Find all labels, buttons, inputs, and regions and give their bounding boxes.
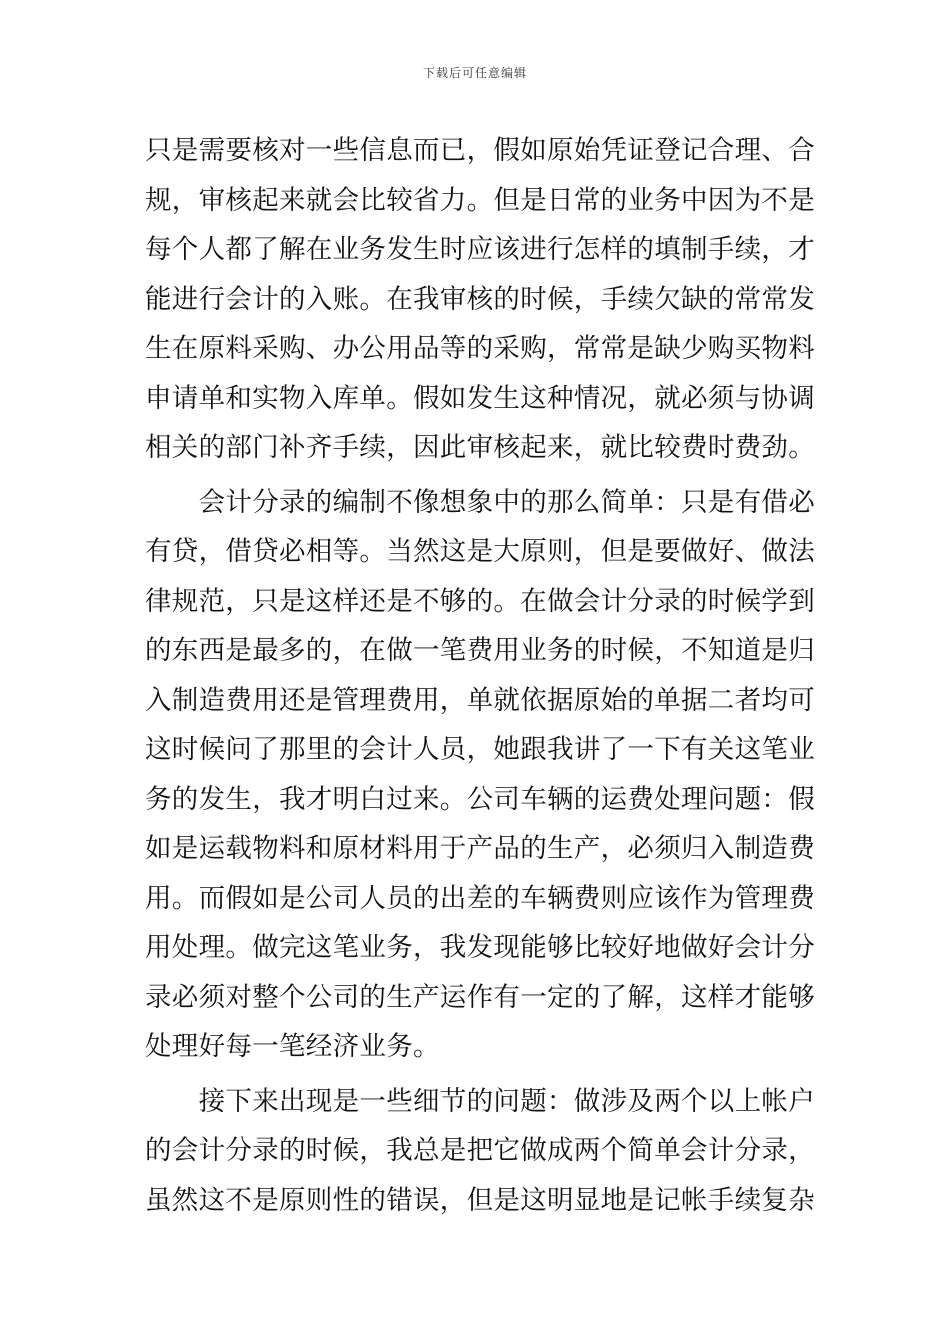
paragraph-2-line-12: 处理好每一笔经济业务。 — [145, 1031, 440, 1062]
paragraph-2-line-6: 这时候问了那里的会计人员，她跟我讲了一下有关这笔业 — [145, 734, 815, 765]
paragraph-3-line-3: 虽然这不是原则性的错误，但是这明显地是记帐手续复杂 — [145, 1184, 815, 1216]
paragraph-2-line-11: 录必须对整个公司的生产运作有一定的了解，这样才能够 — [145, 981, 815, 1013]
paragraph-1-line-1: 只是需要核对一些信息而已，假如原始凭证登记合理、合 — [145, 135, 815, 166]
header-note: 下载后可任意编辑 — [422, 66, 527, 80]
paragraph-2-line-10: 用处理。做完这笔业务，我发现能够比较好地做好会计分 — [145, 932, 815, 963]
paragraph-1-line-5: 生在原料采购、办公用品等的采购，常常是缺少购买物料 — [145, 333, 815, 364]
paragraph-2-line-1: 会计分录的编制不像想象中的那么简单：只是有借必 — [145, 486, 815, 518]
paragraph-1-line-3: 每个人都了解在业务发生时应该进行怎样的填制手续，才 — [145, 234, 815, 265]
paragraph-1-line-4: 能进行会计的入账。在我审核的时候，手续欠缺的常常发 — [145, 283, 815, 315]
paragraph-3-line-1: 接下来出现是一些细节的问题：做涉及两个以上帐户 — [145, 1085, 815, 1117]
paragraph-3-line-2: 的会计分录的时候，我总是把它做成两个简单会计分录， — [145, 1135, 815, 1166]
paragraph-2-line-3: 律规范，只是这样还是不够的。在做会计分录的时候学到 — [145, 585, 815, 617]
paragraph-2-line-7: 务的发生，我才明白过来。公司车辆的运费处理问题：假 — [145, 783, 815, 815]
paragraph-2-line-5: 入制造费用还是管理费用，单就依据原始的单据二者均可 — [145, 684, 815, 716]
paragraph-1-line-2: 规，审核起来就会比较省力。但是日常的业务中因为不是 — [145, 184, 815, 216]
paragraph-2-line-4: 的东西是最多的，在做一笔费用业务的时候，不知道是归 — [145, 635, 815, 666]
body-text — [145, 126, 815, 1225]
paragraph-1-line-7: 相关的部门补齐手续，因此审核起来，就比较费时费劲。 — [145, 432, 815, 463]
paragraph-2-line-8: 如是运载物料和原材料用于产品的生产，必须归入制造费 — [145, 833, 815, 864]
paragraph-1-line-6: 申请单和实物入库单。假如发生这种情况，就必须与协调 — [145, 382, 815, 414]
paragraph-2-line-9: 用。而假如是公司人员的出差的车辆费则应该作为管理费 — [145, 882, 815, 914]
paragraph-2-line-2: 有贷，借贷必相等。当然这是大原则，但是要做好、做法 — [145, 536, 815, 567]
